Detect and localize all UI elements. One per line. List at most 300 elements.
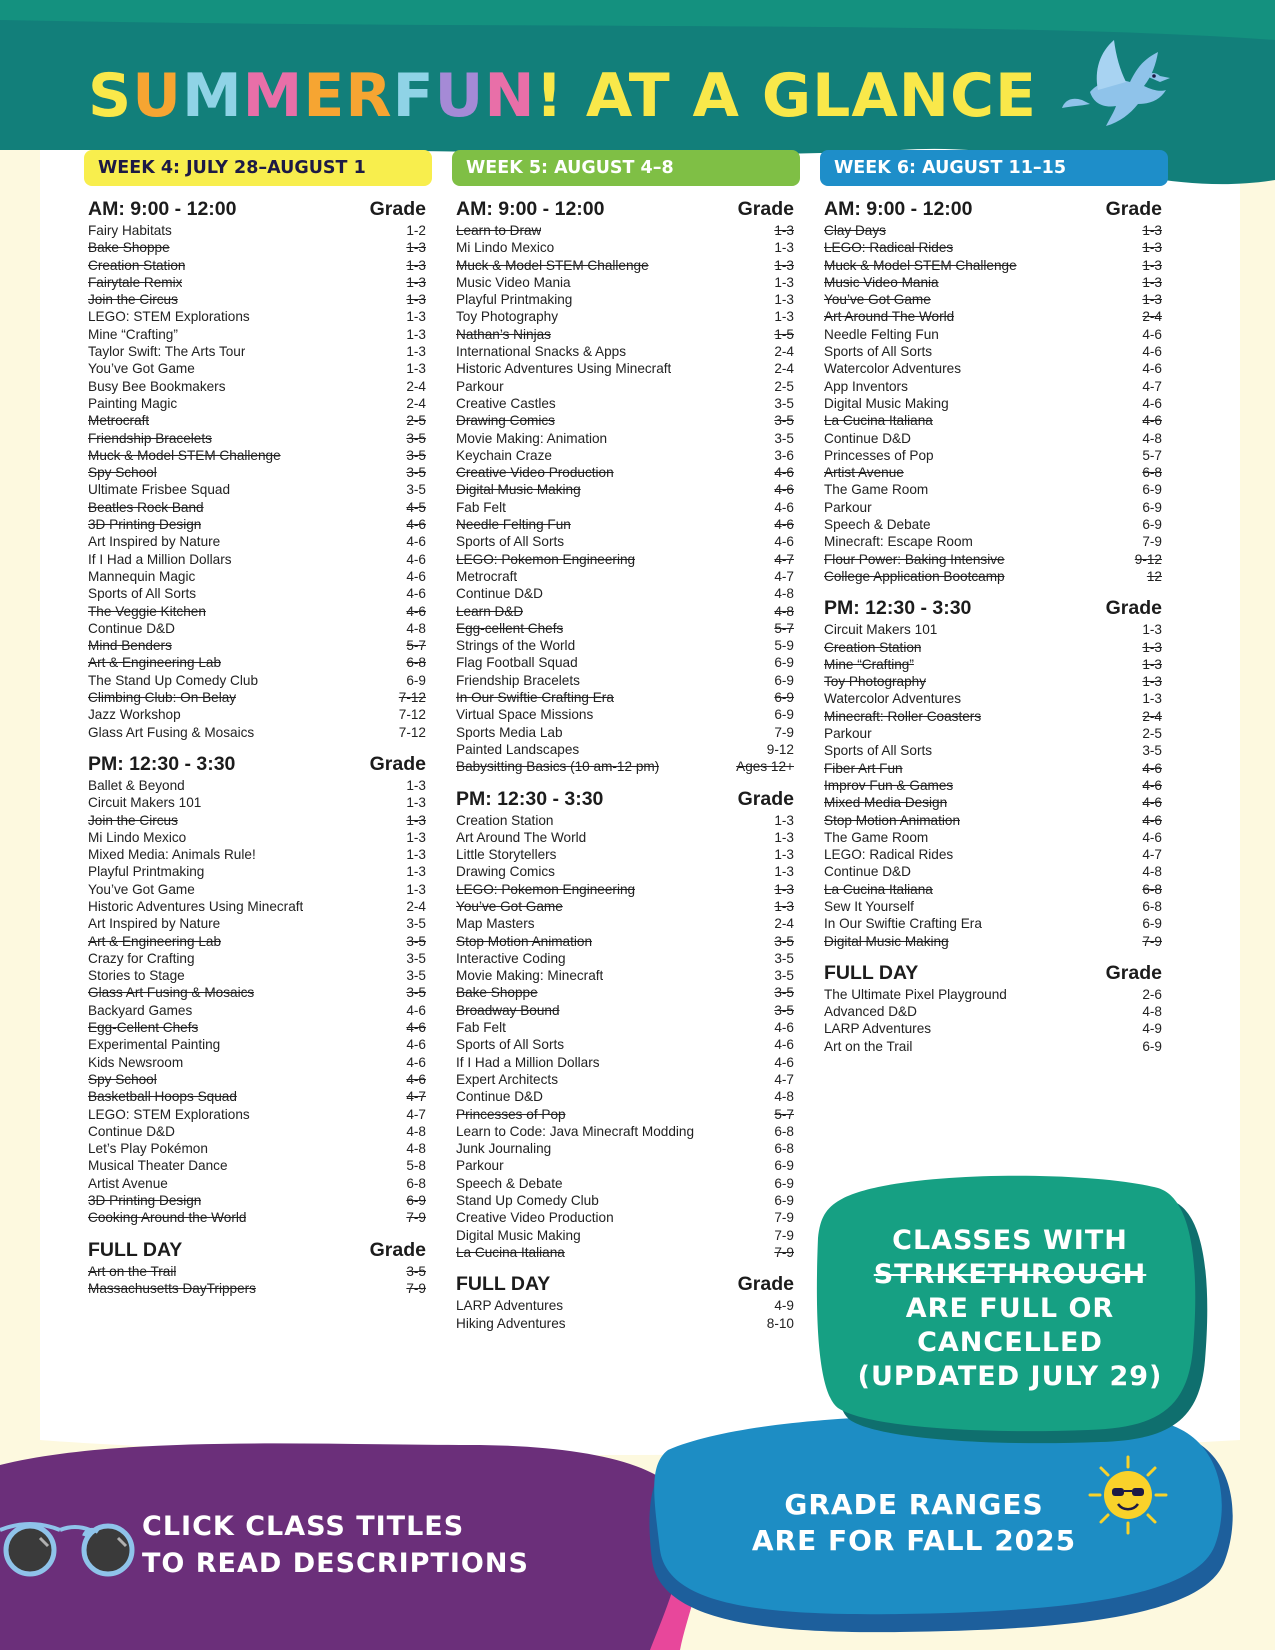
class-title-link[interactable]: LARP Adventures (456, 1298, 564, 1314)
class-row[interactable] (824, 308, 1162, 325)
class-title-link[interactable]: Toy Photography (824, 674, 927, 690)
class-row[interactable] (456, 1297, 794, 1314)
class-title-link[interactable]: Muck & Model STEM Challenge (456, 257, 649, 273)
class-row[interactable] (88, 794, 426, 811)
class-row[interactable] (824, 1038, 1162, 1055)
class-title-link[interactable]: Learn to Draw (456, 223, 542, 238)
class-title-link[interactable]: Expert Architects (456, 1071, 558, 1087)
class-row[interactable] (456, 881, 794, 898)
class-row[interactable] (88, 326, 426, 343)
class-title-link[interactable]: Needle Felting Fun (824, 326, 939, 342)
class-title-link[interactable]: Digital Music Making (824, 395, 949, 411)
class-row[interactable] (456, 1123, 794, 1140)
class-title-link[interactable]: Art on the Trail (88, 1263, 177, 1279)
class-title-link[interactable]: Mixed Media Design (824, 795, 948, 811)
class-title-link[interactable]: Advanced D&D (824, 1004, 917, 1020)
class-title-link[interactable]: You’ve Got Game (456, 898, 563, 914)
class-row[interactable] (824, 239, 1162, 256)
class-title-link[interactable]: Glass Art Fusing & Mosaics (88, 985, 255, 1001)
class-row[interactable] (824, 1003, 1162, 1020)
class-title-link[interactable]: Map Masters (456, 916, 535, 932)
class-row[interactable] (456, 672, 794, 689)
class-title-link[interactable]: Drawing Comics (456, 864, 555, 880)
class-row[interactable] (88, 551, 426, 568)
class-row[interactable] (456, 360, 794, 377)
class-row[interactable] (456, 395, 794, 412)
class-title-link[interactable]: Basketball Hoops Squad (88, 1089, 237, 1105)
class-title-link[interactable]: Sports Media Lab (456, 724, 563, 740)
class-row[interactable] (456, 758, 794, 775)
class-title-link[interactable]: Kids Newsroom (88, 1054, 184, 1070)
class-row[interactable] (88, 724, 426, 741)
class-title-link[interactable]: Stop Motion Animation (824, 812, 961, 828)
class-row[interactable] (824, 725, 1162, 742)
class-row[interactable] (88, 360, 426, 377)
class-title-link[interactable]: Friendship Bracelets (88, 430, 212, 446)
class-title-link[interactable]: Continue D&D (824, 430, 911, 446)
class-row[interactable] (88, 933, 426, 950)
class-title-link[interactable]: Art & Engineering Lab (88, 933, 222, 949)
class-row[interactable] (456, 915, 794, 932)
class-row[interactable] (88, 568, 426, 585)
class-row[interactable] (456, 950, 794, 967)
class-title-link[interactable]: In Our Swiftie Crafting Era (824, 916, 982, 932)
class-row[interactable] (456, 898, 794, 915)
class-title-link[interactable]: Princesses of Pop (456, 1106, 566, 1122)
class-row[interactable] (456, 257, 794, 274)
class-row[interactable] (824, 777, 1162, 794)
class-row[interactable] (88, 1175, 426, 1192)
class-title-link[interactable]: The Game Room (824, 829, 929, 845)
class-title-link[interactable]: Taylor Swift: The Arts Tour (88, 344, 246, 360)
class-title-link[interactable]: Bake Shoppe (88, 240, 170, 256)
class-row[interactable] (456, 447, 794, 464)
class-row[interactable] (456, 1227, 794, 1244)
class-title-link[interactable]: Continue D&D (88, 620, 175, 636)
class-title-link[interactable]: Muck & Model STEM Challenge (824, 257, 1017, 273)
class-title-link[interactable]: Mi Lindo Mexico (456, 240, 555, 256)
class-title-link[interactable]: Junk Journaling (456, 1141, 552, 1157)
class-row[interactable] (456, 1157, 794, 1174)
class-row[interactable] (456, 533, 794, 550)
class-row[interactable] (88, 603, 426, 620)
class-row[interactable] (456, 967, 794, 984)
class-row[interactable] (456, 239, 794, 256)
class-row[interactable] (824, 412, 1162, 429)
class-title-link[interactable]: Speech & Debate (824, 517, 931, 533)
class-row[interactable] (456, 1106, 794, 1123)
class-title-link[interactable]: Continue D&D (88, 1123, 175, 1139)
class-title-link[interactable]: Egg-cellent Chefs (456, 620, 564, 636)
class-title-link[interactable]: If I Had a Million Dollars (88, 551, 232, 567)
class-row[interactable] (88, 430, 426, 447)
class-row[interactable] (824, 274, 1162, 291)
class-title-link[interactable]: Movie Making: Minecraft (456, 968, 604, 984)
class-row[interactable] (824, 430, 1162, 447)
class-row[interactable] (88, 1140, 426, 1157)
class-row[interactable] (88, 950, 426, 967)
class-row[interactable] (88, 291, 426, 308)
class-title-link[interactable]: Egg-Cellent Chefs (88, 1020, 199, 1036)
class-title-link[interactable]: Artist Avenue (824, 465, 904, 481)
class-title-link[interactable]: Fiber Art Fun (824, 760, 903, 776)
class-row[interactable] (456, 863, 794, 880)
class-title-link[interactable]: Climbing Club: On Belay (88, 690, 237, 706)
class-title-link[interactable]: The Ultimate Pixel Playground (824, 986, 1007, 1002)
class-title-link[interactable]: Digital Music Making (824, 933, 949, 949)
class-row[interactable] (88, 777, 426, 794)
class-row[interactable] (456, 1019, 794, 1036)
class-title-link[interactable]: Beatles Rock Band (88, 499, 204, 515)
class-title-link[interactable]: Hiking Adventures (456, 1315, 566, 1331)
class-title-link[interactable]: 3D Printing Design (88, 517, 202, 533)
class-row[interactable] (88, 672, 426, 689)
class-row[interactable] (88, 1263, 426, 1280)
class-row[interactable] (824, 898, 1162, 915)
class-row[interactable] (456, 343, 794, 360)
class-title-link[interactable]: Music Video Mania (824, 274, 939, 290)
class-row[interactable] (88, 1088, 426, 1105)
class-row[interactable] (824, 829, 1162, 846)
class-row[interactable] (456, 933, 794, 950)
class-row[interactable] (456, 1315, 794, 1332)
class-title-link[interactable]: Mind Benders (88, 638, 172, 654)
class-row[interactable] (88, 812, 426, 829)
class-row[interactable] (456, 1036, 794, 1053)
class-row[interactable] (88, 654, 426, 671)
class-row[interactable] (824, 257, 1162, 274)
class-title-link[interactable]: Needle Felting Fun (456, 517, 571, 533)
class-row[interactable] (88, 846, 426, 863)
class-row[interactable] (456, 222, 794, 239)
class-row[interactable] (456, 1071, 794, 1088)
class-row[interactable] (88, 447, 426, 464)
class-row[interactable] (88, 915, 426, 932)
class-title-link[interactable]: Music Video Mania (456, 274, 571, 290)
class-row[interactable] (88, 620, 426, 637)
class-row[interactable] (824, 291, 1162, 308)
class-title-link[interactable]: College Application Bootcamp (824, 568, 1005, 584)
class-row[interactable] (456, 1209, 794, 1226)
class-row[interactable] (88, 1054, 426, 1071)
class-row[interactable] (824, 481, 1162, 498)
class-row[interactable] (824, 881, 1162, 898)
class-title-link[interactable]: 3D Printing Design (88, 1193, 202, 1209)
class-title-link[interactable]: LEGO: Radical Rides (824, 847, 954, 863)
class-row[interactable] (88, 1280, 426, 1297)
class-title-link[interactable]: La Cucina Italiana (824, 413, 933, 429)
class-row[interactable] (88, 412, 426, 429)
class-row[interactable] (88, 533, 426, 550)
class-title-link[interactable]: Virtual Space Missions (456, 707, 594, 723)
class-title-link[interactable]: Creative Castles (456, 395, 556, 411)
class-row[interactable] (824, 639, 1162, 656)
class-title-link[interactable]: Interactive Coding (456, 950, 566, 966)
class-title-link[interactable]: Learn D&D (456, 603, 524, 619)
class-title-link[interactable]: Fab Felt (456, 499, 506, 515)
class-row[interactable] (88, 1019, 426, 1036)
class-title-link[interactable]: Speech & Debate (456, 1175, 563, 1191)
class-row[interactable] (824, 1020, 1162, 1037)
class-title-link[interactable]: The Veggie Kitchen (88, 603, 206, 619)
class-row[interactable] (88, 706, 426, 723)
class-title-link[interactable]: Drawing Comics (456, 413, 555, 429)
class-row[interactable] (456, 1244, 794, 1261)
class-title-link[interactable]: Circuit Makers 101 (824, 622, 938, 638)
class-row[interactable] (824, 499, 1162, 516)
class-row[interactable] (824, 447, 1162, 464)
class-title-link[interactable]: Continue D&D (824, 864, 911, 880)
class-row[interactable] (824, 464, 1162, 481)
class-row[interactable] (456, 551, 794, 568)
class-title-link[interactable]: Keychain Craze (456, 447, 552, 463)
class-row[interactable] (456, 984, 794, 1001)
class-row[interactable] (824, 863, 1162, 880)
class-title-link[interactable]: Sports of All Sorts (824, 344, 933, 360)
class-title-link[interactable]: LEGO: STEM Explorations (88, 309, 250, 325)
class-row[interactable] (88, 395, 426, 412)
class-title-link[interactable]: Creative Video Production (456, 1210, 614, 1226)
class-row[interactable] (456, 1002, 794, 1019)
class-title-link[interactable]: Metrocraft (88, 413, 150, 429)
class-title-link[interactable]: Movie Making: Animation (456, 430, 608, 446)
class-title-link[interactable]: Parkour (824, 726, 872, 742)
class-title-link[interactable]: Strings of the World (456, 638, 576, 654)
class-title-link[interactable]: Sports of All Sorts (456, 534, 565, 550)
class-title-link[interactable]: Spy School (88, 465, 157, 481)
class-row[interactable] (88, 829, 426, 846)
class-title-link[interactable]: La Cucina Italiana (824, 881, 933, 897)
class-row[interactable] (88, 308, 426, 325)
class-title-link[interactable]: Art Around The World (824, 309, 955, 325)
class-title-link[interactable]: You’ve Got Game (824, 292, 931, 308)
class-title-link[interactable]: Mine “Crafting” (824, 656, 914, 672)
class-title-link[interactable]: Cooking Around the World (88, 1210, 247, 1226)
class-row[interactable] (824, 343, 1162, 360)
class-title-link[interactable]: Stop Motion Animation (456, 933, 593, 949)
class-row[interactable] (456, 1175, 794, 1192)
class-row[interactable] (456, 481, 794, 498)
class-title-link[interactable]: Watercolor Adventures (824, 691, 962, 707)
class-title-link[interactable]: Painted Landscapes (456, 741, 580, 757)
class-row[interactable] (88, 637, 426, 654)
class-title-link[interactable]: Busy Bee Bookmakers (88, 378, 226, 394)
class-row[interactable] (456, 308, 794, 325)
class-title-link[interactable]: Sports of All Sorts (88, 586, 197, 602)
class-row[interactable] (456, 1192, 794, 1209)
class-row[interactable] (88, 378, 426, 395)
class-row[interactable] (456, 585, 794, 602)
class-row[interactable] (456, 706, 794, 723)
class-row[interactable] (88, 1036, 426, 1053)
class-row[interactable] (456, 812, 794, 829)
class-title-link[interactable]: Parkour (456, 378, 504, 394)
class-title-link[interactable]: LEGO: Pokemon Engineering (456, 551, 636, 567)
class-row[interactable] (824, 673, 1162, 690)
class-title-link[interactable]: Toy Photography (456, 309, 559, 325)
class-title-link[interactable]: La Cucina Italiana (456, 1244, 565, 1260)
class-row[interactable] (824, 812, 1162, 829)
class-title-link[interactable]: Musical Theater Dance (88, 1158, 228, 1174)
class-title-link[interactable]: Flag Football Squad (456, 655, 578, 671)
class-row[interactable] (824, 360, 1162, 377)
class-row[interactable] (88, 689, 426, 706)
class-title-link[interactable]: Art Around The World (456, 829, 587, 845)
class-title-link[interactable]: Creation Station (824, 639, 922, 655)
class-row[interactable] (456, 378, 794, 395)
class-title-link[interactable]: Backyard Games (88, 1002, 193, 1018)
class-title-link[interactable]: You’ve Got Game (88, 881, 195, 897)
class-title-link[interactable]: Mixed Media: Animals Rule! (88, 847, 256, 863)
class-title-link[interactable]: Princesses of Pop (824, 447, 934, 463)
class-row[interactable] (88, 881, 426, 898)
class-row[interactable] (824, 378, 1162, 395)
class-row[interactable] (824, 395, 1162, 412)
class-title-link[interactable]: Join the Circus (88, 292, 178, 308)
class-title-link[interactable]: Continue D&D (456, 1089, 543, 1105)
class-row[interactable] (456, 412, 794, 429)
class-title-link[interactable]: If I Had a Million Dollars (456, 1054, 600, 1070)
class-title-link[interactable]: Parkour (456, 1158, 504, 1174)
class-row[interactable] (456, 1140, 794, 1157)
class-row[interactable] (88, 984, 426, 1001)
class-title-link[interactable]: Creative Video Production (456, 465, 614, 481)
class-row[interactable] (88, 239, 426, 256)
class-title-link[interactable]: Join the Circus (88, 812, 178, 828)
class-row[interactable] (456, 620, 794, 637)
class-title-link[interactable]: Creation Station (456, 812, 554, 828)
class-title-link[interactable]: Art on the Trail (824, 1038, 913, 1054)
class-title-link[interactable]: Little Storytellers (456, 847, 557, 863)
class-row[interactable] (456, 1088, 794, 1105)
class-title-link[interactable]: Ultimate Frisbee Squad (88, 482, 231, 498)
class-row[interactable] (456, 846, 794, 863)
class-title-link[interactable]: Minecraft: Roller Coasters (824, 708, 982, 724)
class-row[interactable] (456, 741, 794, 758)
class-row[interactable] (456, 274, 794, 291)
class-title-link[interactable]: Experimental Painting (88, 1037, 221, 1053)
class-title-link[interactable]: App Inventors (824, 378, 908, 394)
class-title-link[interactable]: Learn to Code: Java Minecraft Modding (456, 1123, 695, 1139)
class-title-link[interactable]: Bake Shoppe (456, 985, 538, 1001)
class-row[interactable] (88, 1123, 426, 1140)
class-title-link[interactable]: Nathan’s Ninjas (456, 326, 551, 342)
class-row[interactable] (88, 898, 426, 915)
class-title-link[interactable]: Let’s Play Pokémon (88, 1141, 208, 1157)
class-title-link[interactable]: Jazz Workshop (88, 707, 181, 723)
class-row[interactable] (88, 464, 426, 481)
class-row[interactable] (88, 274, 426, 291)
class-row[interactable] (824, 621, 1162, 638)
class-row[interactable] (88, 516, 426, 533)
class-row[interactable] (824, 690, 1162, 707)
class-title-link[interactable]: Broadway Bound (456, 1002, 560, 1018)
class-row[interactable] (456, 568, 794, 585)
class-title-link[interactable]: Playful Printmaking (88, 864, 205, 880)
class-row[interactable] (456, 516, 794, 533)
class-row[interactable] (88, 1002, 426, 1019)
class-title-link[interactable]: Sports of All Sorts (824, 743, 933, 759)
class-title-link[interactable]: LEGO: Radical Rides (824, 240, 954, 256)
class-title-link[interactable]: In Our Swiftie Crafting Era (456, 690, 614, 706)
class-title-link[interactable]: Historic Adventures Using Minecraft (88, 898, 304, 914)
class-row[interactable] (824, 986, 1162, 1003)
class-title-link[interactable]: Fairy Habitats (88, 223, 172, 238)
class-title-link[interactable]: Spy School (88, 1071, 157, 1087)
class-title-link[interactable]: Babysitting Basics (10 am-12 pm) (456, 759, 660, 775)
class-title-link[interactable]: Digital Music Making (456, 482, 581, 498)
class-title-link[interactable]: Metrocraft (456, 568, 518, 584)
class-title-link[interactable]: Mine “Crafting” (88, 326, 178, 342)
class-title-link[interactable]: Stories to Stage (88, 968, 185, 984)
class-row[interactable] (456, 637, 794, 654)
class-row[interactable] (88, 1106, 426, 1123)
class-title-link[interactable]: Glass Art Fusing & Mosaics (88, 724, 255, 740)
class-row[interactable] (456, 499, 794, 516)
class-row[interactable] (456, 603, 794, 620)
class-row[interactable] (824, 551, 1162, 568)
class-row[interactable] (88, 1192, 426, 1209)
class-row[interactable] (456, 689, 794, 706)
class-row[interactable] (824, 708, 1162, 725)
class-title-link[interactable]: Muck & Model STEM Challenge (88, 447, 281, 463)
class-title-link[interactable]: Flour Power: Baking Intensive (824, 551, 1005, 567)
class-title-link[interactable]: You’ve Got Game (88, 361, 195, 377)
class-title-link[interactable]: Continue D&D (456, 586, 543, 602)
class-title-link[interactable]: Mi Lindo Mexico (88, 829, 187, 845)
class-row[interactable] (824, 760, 1162, 777)
class-title-link[interactable]: The Game Room (824, 482, 929, 498)
class-row[interactable] (88, 863, 426, 880)
class-title-link[interactable]: Clay Days (824, 223, 886, 238)
class-row[interactable] (456, 464, 794, 481)
class-row[interactable] (824, 326, 1162, 343)
class-row[interactable] (88, 222, 426, 239)
class-row[interactable] (88, 343, 426, 360)
class-row[interactable] (824, 742, 1162, 759)
class-title-link[interactable]: Artist Avenue (88, 1175, 168, 1191)
class-row[interactable] (88, 585, 426, 602)
class-row[interactable] (88, 481, 426, 498)
class-title-link[interactable]: Art & Engineering Lab (88, 655, 222, 671)
class-title-link[interactable]: Painting Magic (88, 395, 178, 411)
class-title-link[interactable]: Digital Music Making (456, 1227, 581, 1243)
class-title-link[interactable]: LARP Adventures (824, 1021, 932, 1037)
class-title-link[interactable]: Friendship Bracelets (456, 672, 580, 688)
class-row[interactable] (456, 829, 794, 846)
class-title-link[interactable]: Parkour (824, 499, 872, 515)
class-title-link[interactable]: Playful Printmaking (456, 292, 573, 308)
class-title-link[interactable]: Ballet & Beyond (88, 777, 185, 793)
class-row[interactable] (88, 1071, 426, 1088)
class-row[interactable] (456, 1054, 794, 1071)
class-row[interactable] (456, 291, 794, 308)
class-row[interactable] (824, 656, 1162, 673)
class-title-link[interactable]: Sew It Yourself (824, 898, 914, 914)
class-title-link[interactable]: International Snacks & Apps (456, 344, 627, 360)
class-row[interactable] (824, 794, 1162, 811)
class-row[interactable] (824, 533, 1162, 550)
class-row[interactable] (824, 846, 1162, 863)
class-row[interactable] (824, 933, 1162, 950)
class-title-link[interactable]: Historic Adventures Using Minecraft (456, 361, 672, 377)
class-row[interactable] (88, 257, 426, 274)
class-title-link[interactable]: LEGO: Pokemon Engineering (456, 881, 636, 897)
class-row[interactable] (824, 568, 1162, 585)
class-title-link[interactable]: Circuit Makers 101 (88, 795, 202, 811)
class-title-link[interactable]: Creation Station (88, 257, 186, 273)
class-title-link[interactable]: Improv Fun & Games (824, 777, 954, 793)
